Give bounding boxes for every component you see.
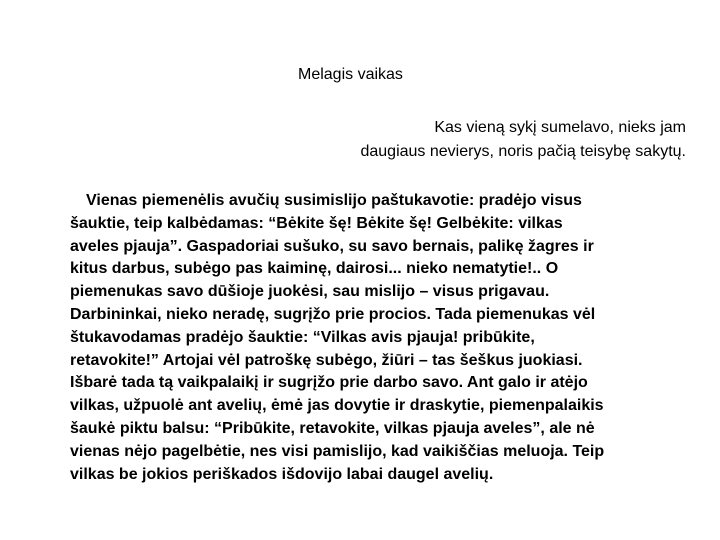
story-body <box>70 190 670 486</box>
body-line: šaukė piktu balsu: “Pribūkite, retavokite, vilkas pjauja aveles”, ale nė <box>70 419 595 437</box>
epigraph-line: daugiaus nevierys, noris pačią teisybę sakytų. <box>360 143 686 160</box>
body-line: šauktie, teip kalbėdamas: “Bėkite šę! Bėkite šę! Gelbėkite: vilkas <box>70 214 563 232</box>
body-line: piemenukas savo dūšioje juokėsi, sau mislijo – visus prigavau. <box>70 283 550 301</box>
body-line: štukavodamas pradėjo šauktie: “Vilkas avis pjauja! pribūkite, <box>70 328 535 346</box>
document-title: Melagis vaikas <box>298 66 403 83</box>
body-line: Vienas piemenėlis avučių susimislijo paštukavotie: pradėjo visus <box>86 192 582 209</box>
body-line: retavokite!” Artojai vėl patroškę subėgo, žiūri – tas šeškus juokiasi. <box>70 351 583 369</box>
body-line: Darbininkai, nieko neradę, sugrįžo prie procios. Tada piemenukas vėl <box>70 305 596 323</box>
body-line: vienas nėjo pagelbėtie, nes visi pamislijo, kad vaikiščias meluoja. Teip <box>70 442 605 460</box>
body-line: kitus darbus, subėgo pas kaiminę, dairosi... nieko nematytie!.. O <box>70 260 559 278</box>
epigraph-line: Kas vieną sykį sumelavo, nieks jam <box>434 119 686 136</box>
body-line: vilkas, užpuolė ant avelių, ėmė jas dovytie ir draskytie, piemenpalaikis <box>70 397 604 415</box>
body-line: Išbarė tada tą vaikpalaikį ir sugrįžo prie darbo savo. Ant galo ir atėjo <box>70 374 588 392</box>
epigraph <box>360 116 686 164</box>
body-line: vilkas be jokios periškados išdovijo labai daugel avelių. <box>70 465 494 483</box>
body-line: aveles pjauja”. Gaspadoriai sušuko, su savo bernais, palikę žagres ir <box>70 237 594 255</box>
